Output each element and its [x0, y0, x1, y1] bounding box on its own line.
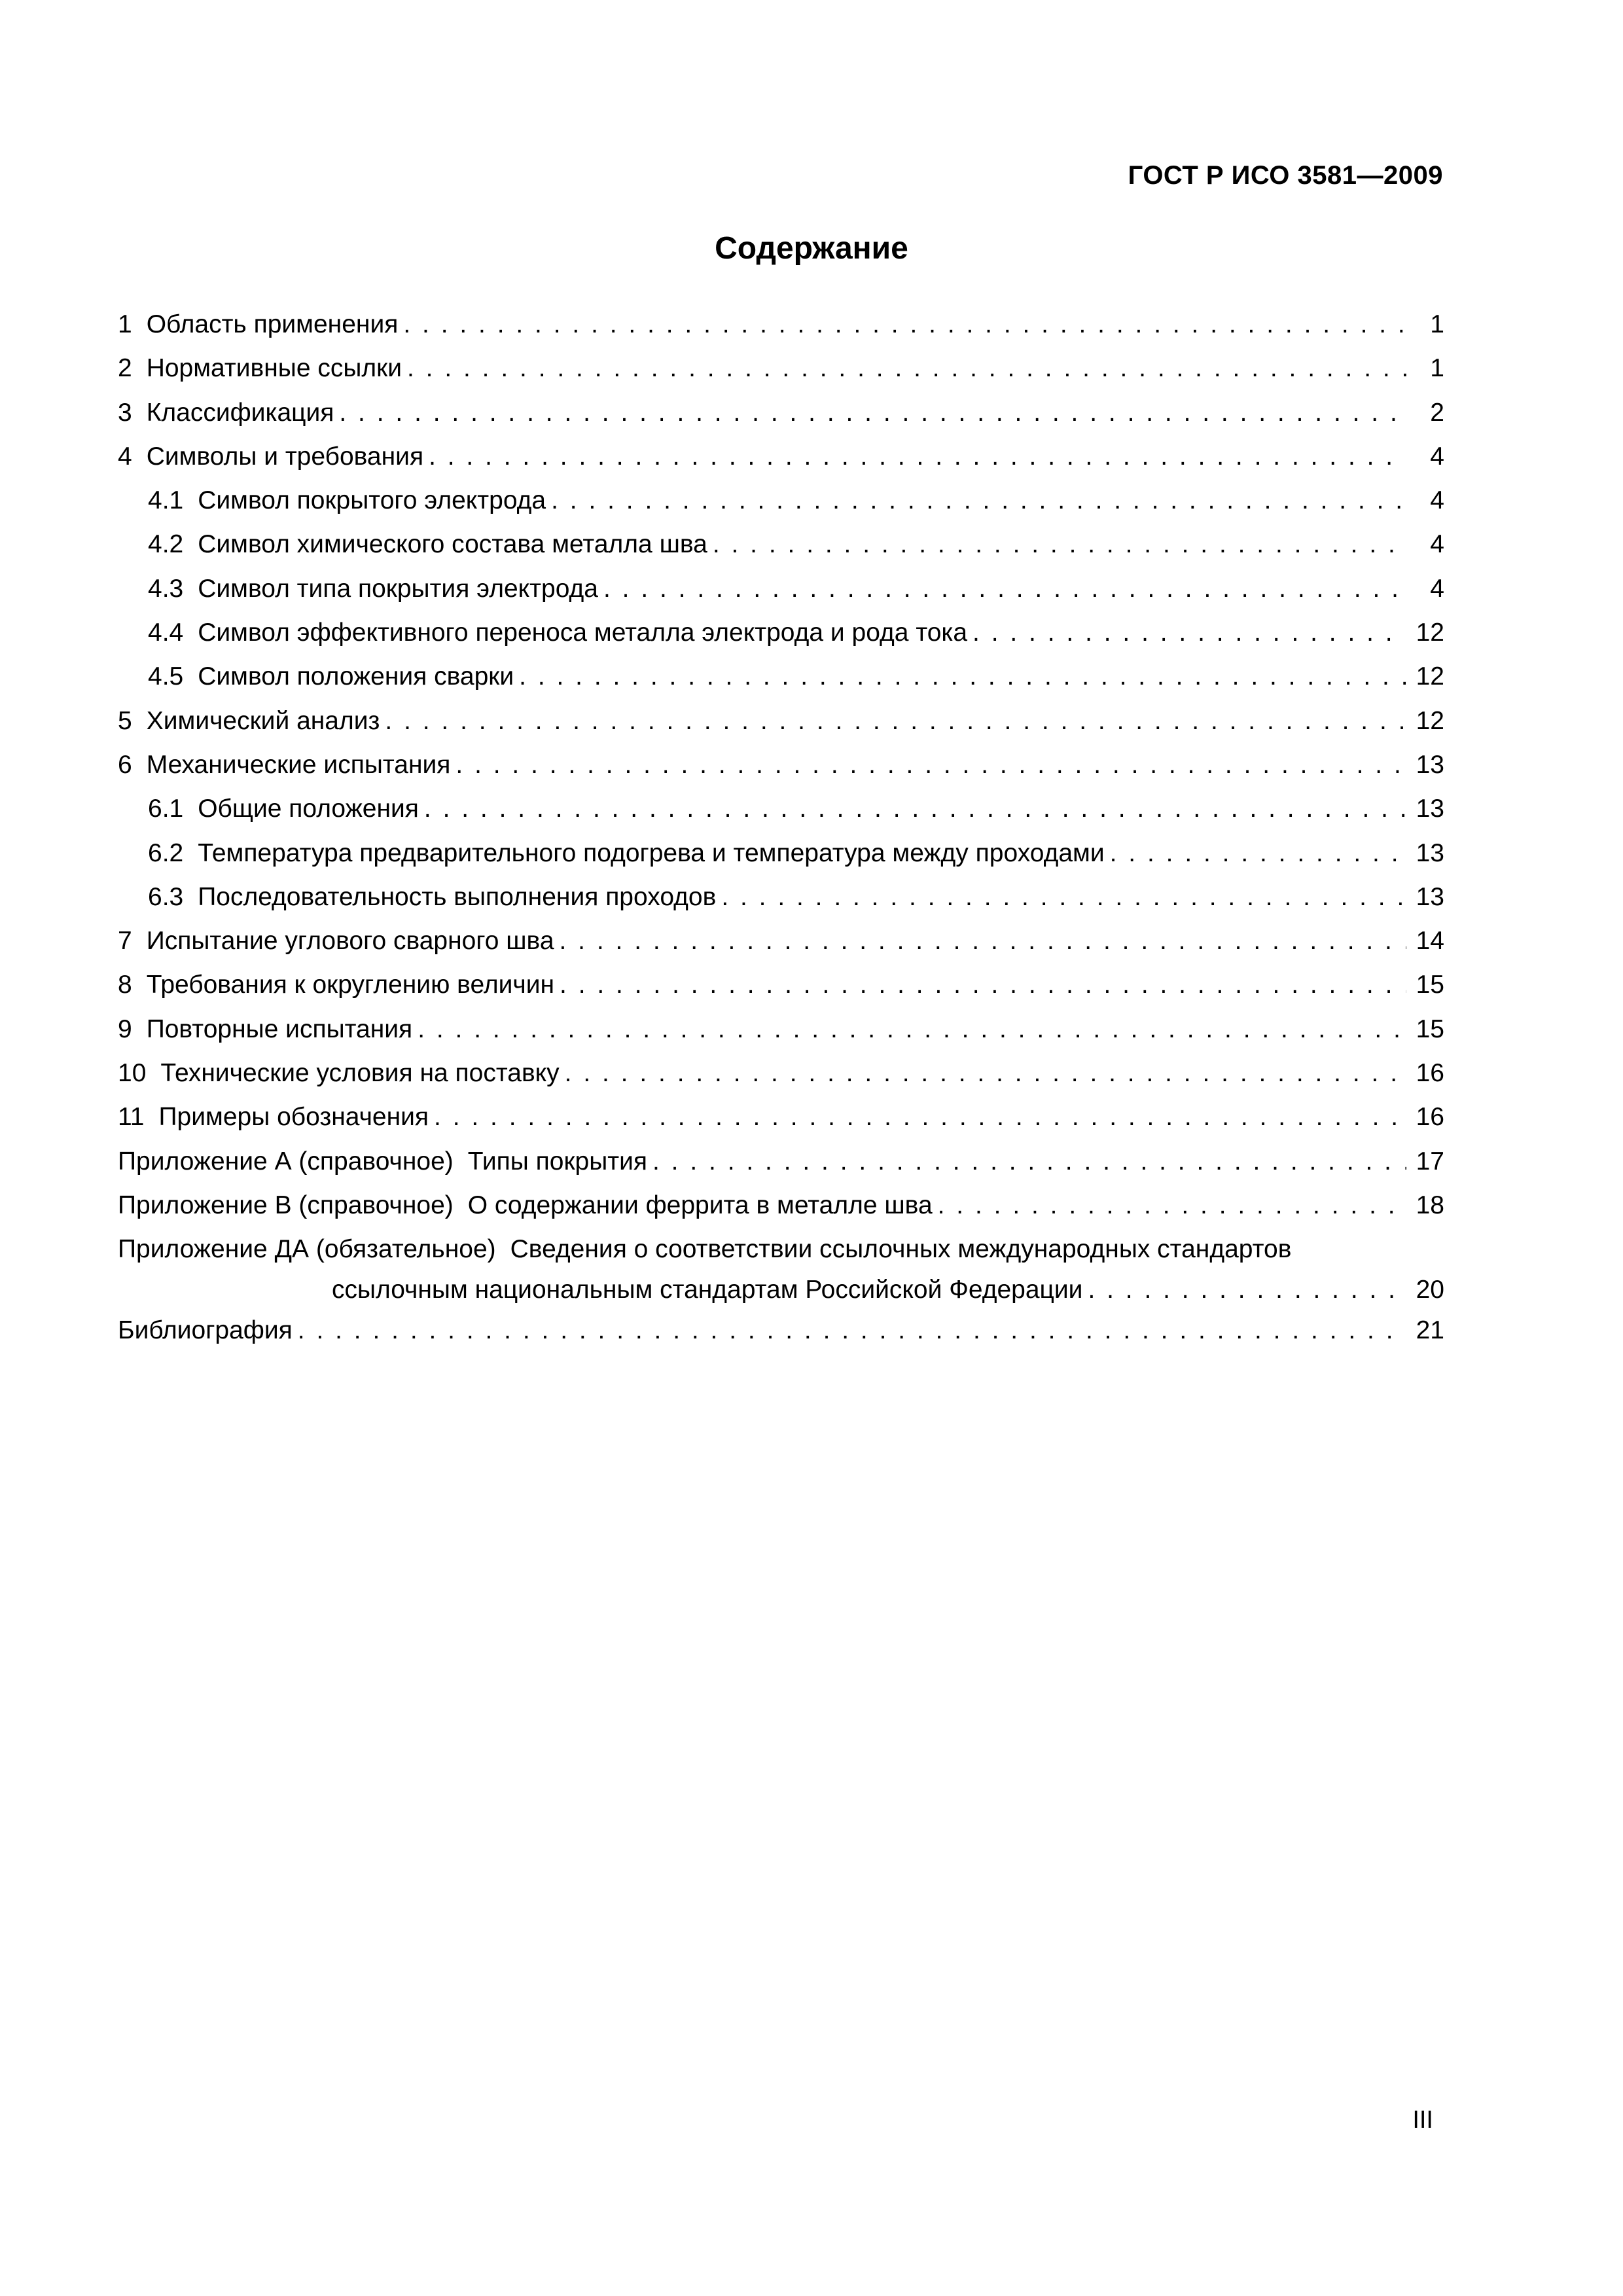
- dot-leader: [339, 391, 1406, 435]
- dot-leader: [429, 435, 1406, 478]
- toc-entry[interactable]: [118, 655, 1444, 698]
- toc-entry-number: 2: [118, 354, 132, 383]
- toc-entry-number: 4.5: [148, 662, 184, 691]
- toc-entry-page: 12: [1406, 611, 1444, 655]
- toc-entry-title: Символы и требования: [147, 435, 429, 478]
- dot-leader: [560, 919, 1406, 963]
- toc-entry-number: 4.3: [148, 574, 184, 603]
- dot-leader: [721, 875, 1406, 919]
- toc-entry-title: Требования к округлению величин: [147, 963, 560, 1007]
- toc-entry-page: 4: [1406, 435, 1444, 478]
- toc-entry[interactable]: [118, 1007, 1444, 1051]
- toc-entry-number: Приложение В (справочное): [118, 1191, 454, 1219]
- page-number: III: [1412, 2106, 1433, 2134]
- toc-entry[interactable]: [118, 346, 1444, 390]
- toc-entry-title: Химический анализ: [147, 699, 385, 743]
- toc-entry[interactable]: [118, 699, 1444, 743]
- toc-entry-page: 1: [1406, 302, 1444, 346]
- toc-entry-page: 16: [1406, 1095, 1444, 1139]
- toc-entry-bibliography[interactable]: [118, 1308, 1444, 1352]
- toc-entry-title: ссылочным национальным стандартам Российской Федерации: [332, 1268, 1088, 1312]
- dot-leader: [1088, 1268, 1406, 1312]
- toc-entry-number: 7: [118, 927, 132, 956]
- toc-entry[interactable]: [118, 1139, 1444, 1183]
- dot-leader: [385, 699, 1406, 743]
- toc-entry-number: 6.3: [148, 882, 184, 911]
- dot-leader: [551, 478, 1406, 522]
- table-of-contents: [118, 302, 1444, 1353]
- dot-leader: [652, 1139, 1406, 1183]
- toc-entry-page: 18: [1406, 1183, 1444, 1227]
- toc-entry-page: 13: [1406, 875, 1444, 919]
- toc-entry-title: Последовательность выполнения проходов: [198, 875, 721, 919]
- toc-entry-title: Повторные испытания: [147, 1007, 418, 1051]
- standard-code-header: ГОСТ Р ИСО 3581—2009: [1128, 161, 1443, 190]
- toc-entry[interactable]: [118, 435, 1444, 478]
- toc-entry-page: 13: [1406, 787, 1444, 831]
- toc-entry-number: 6: [118, 750, 132, 779]
- toc-entry-page: 15: [1406, 963, 1444, 1007]
- toc-entry[interactable]: [118, 567, 1444, 611]
- toc-entry-number: 10: [118, 1059, 147, 1088]
- toc-heading: Содержание: [715, 231, 908, 266]
- toc-entry-annex-da[interactable]: [118, 1227, 1444, 1268]
- toc-entry-page: 2: [1406, 391, 1444, 435]
- toc-entry-number: 4: [118, 442, 132, 471]
- toc-entry[interactable]: [118, 963, 1444, 1007]
- toc-entry-title: Область применения: [147, 302, 404, 346]
- toc-entry-number: 4.2: [148, 530, 184, 559]
- dot-leader: [938, 1183, 1406, 1227]
- toc-entry[interactable]: [118, 611, 1444, 655]
- toc-entry-page: 12: [1406, 699, 1444, 743]
- toc-entry-title: Типы покрытия: [468, 1139, 652, 1183]
- toc-entry[interactable]: [118, 787, 1444, 831]
- toc-entry-title: Символ положения сварки: [198, 655, 519, 698]
- toc-entry-page: 17: [1406, 1139, 1444, 1183]
- toc-entry-title: Сведения о соответствии ссылочных международных стандартов: [510, 1227, 1297, 1271]
- toc-entry-title: О содержании феррита в металле шва: [468, 1183, 938, 1227]
- toc-entry-page: 1: [1406, 346, 1444, 390]
- toc-entry-page: 13: [1406, 743, 1444, 787]
- dot-leader: [560, 963, 1406, 1007]
- toc-entry-title: Нормативные ссылки: [147, 346, 407, 390]
- dot-leader: [434, 1095, 1406, 1139]
- toc-entry-title: Символ типа покрытия электрода: [198, 567, 603, 611]
- toc-entry[interactable]: [118, 1095, 1444, 1139]
- toc-entry-annex-da-continuation[interactable]: [118, 1268, 1444, 1308]
- toc-entry-title: Температура предварительного подогрева и температура между проходами: [198, 831, 1109, 875]
- dot-leader: [565, 1051, 1406, 1095]
- toc-entry-title: Примеры обозначения: [159, 1095, 435, 1139]
- toc-entry[interactable]: [118, 391, 1444, 435]
- toc-entry-page: 4: [1406, 522, 1444, 566]
- toc-entry[interactable]: [118, 522, 1444, 566]
- toc-entry-page: 21: [1406, 1308, 1444, 1352]
- toc-entry-page: 13: [1406, 831, 1444, 875]
- toc-entry-title: Символ эффективного переноса металла электрода и рода тока: [198, 611, 972, 655]
- toc-entry-title: Технические условия на поставку: [160, 1051, 564, 1095]
- toc-entry[interactable]: [118, 919, 1444, 963]
- toc-entry-title: Испытание углового сварного шва: [147, 919, 560, 963]
- toc-entry[interactable]: [118, 302, 1444, 346]
- dot-leader: [1110, 831, 1406, 875]
- toc-entry[interactable]: [118, 1183, 1444, 1227]
- toc-entry-page: 12: [1406, 655, 1444, 698]
- toc-entry-page: 14: [1406, 919, 1444, 963]
- toc-entry-title: Классификация: [147, 391, 340, 435]
- toc-entry-number: 9: [118, 1014, 132, 1043]
- toc-entry-number: 3: [118, 398, 132, 427]
- toc-entry-number: 6.1: [148, 795, 184, 823]
- dot-leader: [424, 787, 1406, 831]
- toc-entry-page: 16: [1406, 1051, 1444, 1095]
- toc-entry[interactable]: [118, 743, 1444, 787]
- dot-leader: [455, 743, 1406, 787]
- toc-entry[interactable]: [118, 831, 1444, 875]
- toc-entry-title: Библиография: [118, 1308, 298, 1352]
- toc-entry-number: 11: [118, 1103, 145, 1132]
- toc-entry-page: 4: [1406, 567, 1444, 611]
- dot-leader: [407, 346, 1406, 390]
- toc-entry[interactable]: [118, 875, 1444, 919]
- toc-entry-page: 20: [1406, 1268, 1444, 1312]
- dot-leader: [603, 567, 1406, 611]
- toc-entry[interactable]: [118, 1051, 1444, 1095]
- dot-leader: [713, 522, 1406, 566]
- toc-entry-number: 4.1: [148, 486, 184, 515]
- toc-entry-number: 8: [118, 971, 132, 999]
- toc-entry-number: 1: [118, 310, 132, 338]
- dot-leader: [418, 1007, 1406, 1051]
- toc-entry-number: 4.4: [148, 619, 184, 647]
- toc-entry-title: Символ химического состава металла шва: [198, 522, 713, 566]
- dot-leader: [972, 611, 1406, 655]
- toc-entry-title: Общие положения: [198, 787, 424, 831]
- dot-leader: [298, 1308, 1406, 1352]
- toc-entry-page: 15: [1406, 1007, 1444, 1051]
- dot-leader: [519, 655, 1406, 698]
- dot-leader: [403, 302, 1406, 346]
- toc-entry-number: 5: [118, 706, 132, 735]
- toc-entry-page: 4: [1406, 478, 1444, 522]
- toc-entry-title: Символ покрытого электрода: [198, 478, 551, 522]
- toc-entry[interactable]: [118, 478, 1444, 522]
- toc-entry-title: Механические испытания: [147, 743, 456, 787]
- toc-entry-number: Приложение А (справочное): [118, 1147, 454, 1175]
- toc-entry-number: Приложение ДА (обязательное): [118, 1235, 496, 1264]
- toc-entry-number: 6.2: [148, 838, 184, 867]
